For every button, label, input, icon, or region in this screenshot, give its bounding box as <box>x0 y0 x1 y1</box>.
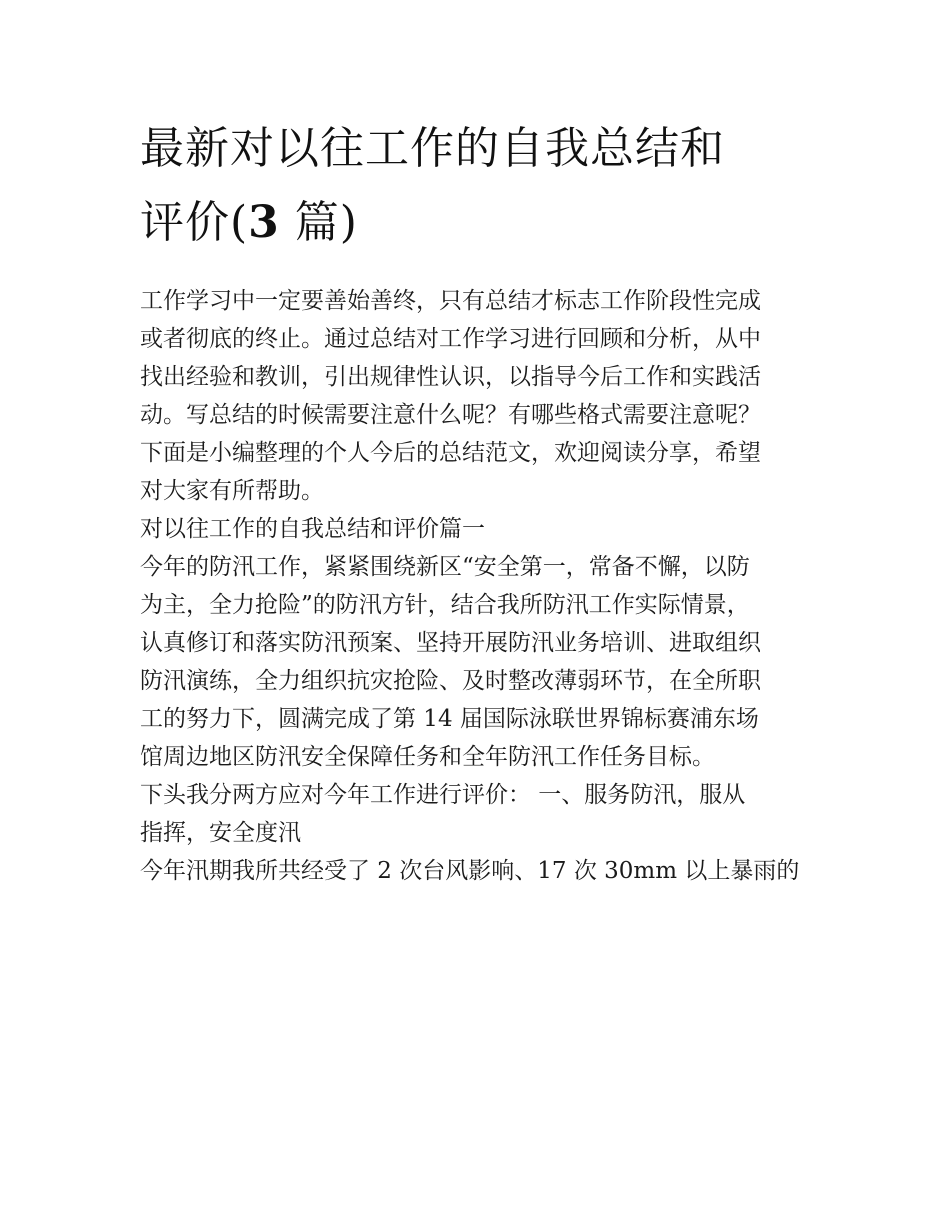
paragraph-line: 工的努力下，圆满完成了第 14 届国际泳联世界锦标赛浦东场 <box>140 706 759 732</box>
intro-line: 或者彻底的终止。通过总结对工作学习进行回顾和分析，从中 <box>140 326 761 352</box>
paragraph-line: 下头我分两方应对今年工作进行评价： 一、服务防汛，服从 <box>140 782 746 808</box>
intro-paragraph <box>140 282 820 510</box>
section-heading: 对以往工作的自我总结和评价篇一 <box>140 516 485 542</box>
paragraph-line: 指挥，安全度汛 <box>140 820 301 846</box>
title-line-2 <box>140 197 358 248</box>
paragraph-line: 今年汛期我所共经受了 2 次台风影响、17 次 30mm 以上暴雨的 <box>140 858 800 884</box>
paragraph-line: 今年的防汛工作，紧紧围绕新区“安全第一，常备不懈，以防 <box>140 554 750 580</box>
intro-line: 工作学习中一定要善始善终，只有总结才标志工作阶段性完成 <box>140 288 761 314</box>
document-body <box>140 282 820 890</box>
paragraph-line: 认真修订和落实防汛预案、坚持开展防汛业务培训、进取组织 <box>140 630 761 656</box>
paragraph-line: 馆周边地区防汛安全保障任务和全年防汛工作任务目标。 <box>140 744 715 770</box>
intro-line: 下面是小编整理的个人今后的总结范文，欢迎阅读分享，希望 <box>140 440 761 466</box>
title-line-2-prefix: 评价( <box>140 197 249 248</box>
intro-line: 对大家有所帮助。 <box>140 478 324 504</box>
title-line-1: 最新对以往工作的自我总结和 <box>140 123 725 174</box>
paragraph-line: 防汛演练，全力组织抗灾抢险、及时整改薄弱环节，在全所职 <box>140 668 761 694</box>
title-line-2-suffix: 篇) <box>279 197 358 248</box>
body-paragraph-1 <box>140 548 820 776</box>
intro-line: 找出经验和教训，引出规律性认识，以指导今后工作和实践活 <box>140 364 761 390</box>
title-article-count: 3 <box>248 197 280 248</box>
body-paragraph-3 <box>140 852 820 890</box>
paragraph-line: 为主，全力抢险”的防汛方针，结合我所防汛工作实际情景， <box>140 592 750 618</box>
intro-line: 动。写总结的时候需要注意什么呢？有哪些格式需要注意呢？ <box>140 402 761 428</box>
document-title <box>140 112 830 260</box>
body-paragraph-2 <box>140 776 820 852</box>
